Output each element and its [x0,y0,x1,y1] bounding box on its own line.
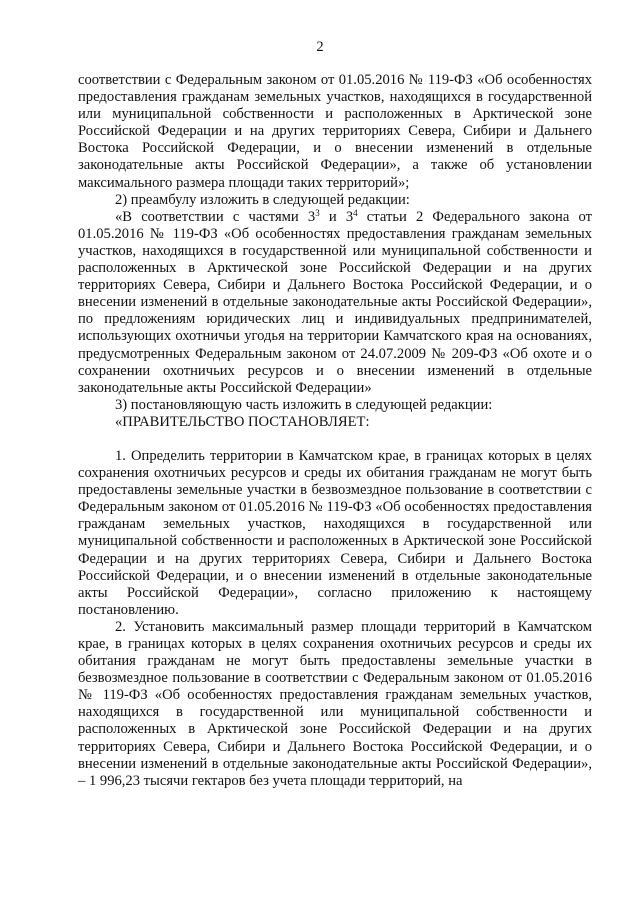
paragraph-item-2: 2) преамбулу изложить в следующей редакции: [115,191,410,208]
document-body [78,72,592,790]
superscript-4: 4 [353,207,358,218]
paragraph-clause-1: 1. Определить территории в Камчатском крае, в границах которых в целях сохранения охотничьих ресурсов и среды их обитания гражданам не могут быть предоставлены земельные участки в безвозмездное пользование в соответствии с Федеральным законом от 01.05.2016 № 119-ФЗ «Об особенностях предоставления гражданам земельных участков, находящихся в государственной или муниципальной собственности и расположенных в Арктической зоне Российской Федерации и на других территориях Севера, Сибири и Дальнего Востока Российской Федерации, и о внесении изменений в отдельные законодательные акты Российской Федерации», согласно приложению к настоящему постановлению. [78,447,592,618]
preamble-text-rest: статьи 2 Федерального закона от 01.05.2016 № 119-ФЗ «Об особенностях предоставления гражданам земельных участков, находящихся в государственной или муниципальной собственности и расположенных в Арктической зоне Российской Федерации и на других территориях Севера, Сибири и Дальнего Востока Российской Федерации, и о внесении изменений в отдельные законодательные акты Российской Федерации», по предложениям юридических лиц и индивидуальных предпринимателей, использующих охотничьи угодья на территории Камчатского края на основаниях, предусмотренных Федеральным законом от 24.07.2009 № 209-ФЗ «Об охоте и о сохранении охотничьих ресурсов и о внесении изменений в отдельные законодательные акты Российской Федерации» [78,208,592,396]
paragraph-item-3: 3) постановляющую часть изложить в следующей редакции: [115,396,493,413]
superscript-3: 3 [315,207,320,218]
preamble-text-start: «В соответствии с частями 3 [115,208,316,225]
resolution-heading: «ПРАВИТЕЛЬСТВО ПОСТАНОВЛЯЕТ: [115,413,370,430]
preamble-text-and: и 3 [319,208,354,225]
paragraph-continuation: соответствии с Федеральным законом от 01.05.2016 № 119-ФЗ «Об особенностях предоставления гражданам земельных участков, находящихся в государственной или муниципальной собственности и расположенных в Арктической зоне Российской Федерации и на других территориях Севера, Сибири и Дальнего Востока Российской Федерации, и о внесении изменений в отдельные законодательные акты Российской Федерации», а также об установлении максимального размера площади таких территорий»; [78,72,592,191]
page-number: 2 [316,39,324,55]
paragraph-clause-2: 2. Установить максимальный размер площади территорий в Камчатском крае, в границах которых в целях сохранения охотничьих ресурсов и среды их обитания гражданам не могут быть предоставлены земельные участки в безвозмездное пользование в соответствии с Федеральным законом от 01.05.2016 № 119-ФЗ «Об особенностях предоставления гражданам земельных участков, находящихся в государственной или муниципальной собственности и расположенных в Арктической зоне Российской Федерации и на других территориях Севера, Сибири и Дальнего Востока Российской Федерации, и о внесении изменений в отдельные законодательные акты Российской Федерации», – 1 996,23 тысячи гектаров без учета площади территорий, на [78,618,592,789]
blank-line [78,431,592,448]
paragraph-preamble [78,209,592,397]
